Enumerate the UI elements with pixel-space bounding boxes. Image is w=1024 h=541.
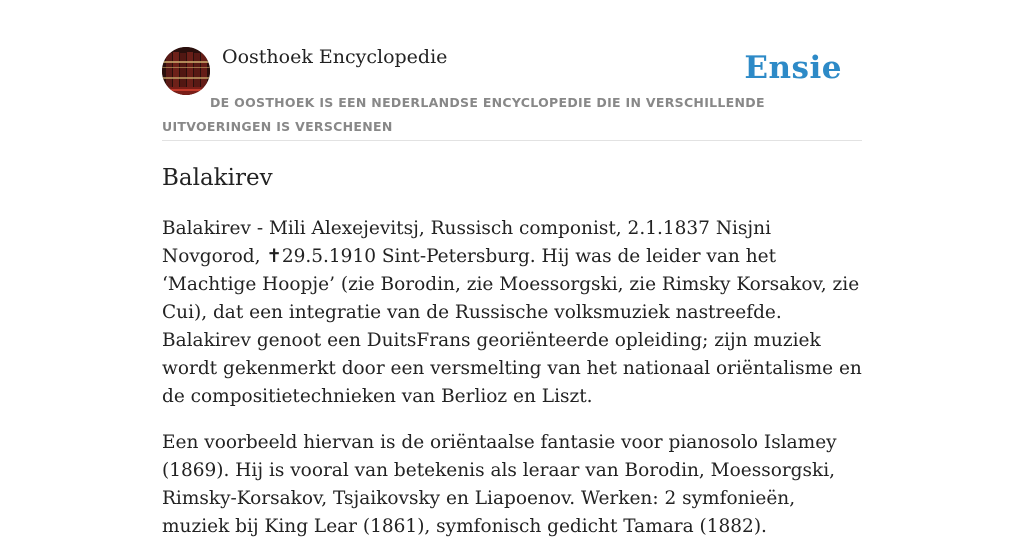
site-name[interactable]: Oosthoek Encyclopedie — [222, 46, 448, 68]
article-paragraph-1: Balakirev - Mili Alexejevitsj, Russisch componist, 2.1.1837 Nisjni Novgorod, ✝29.5.1910 Sint-Petersburg. Hij was de leider van het ‘Machtige Hoopje’ (zie Borodin, zie Moessorgski, zie Rimsky Korsakov, zie Cui), dat een integratie van de Russische volksmuziek nastreefde. Balakirev genoot een DuitsFrans georiënteerde opleiding; zijn muziek wordt gekenmerkt door een versmelting van het nationaal oriëntalisme en de compositietechnieken van Berlioz en Liszt. — [162, 218, 862, 407]
article-paragraph-2: Een voorbeeld hiervan is de oriëntaalse fantasie voor pianosolo Islamey (1869). Hij is vooral van betekenis als leraar van Borodin, Moessorgski, Rimsky-Korsakov, Tsjaikovsky en Liapoenov. Werken: 2 symfonieën, muziek bij King Lear (1861), symfonisch gedicht Tamara (1882). — [162, 432, 837, 537]
site-tagline: DE OOSTHOEK IS EEN NEDERLANDSE ENCYCLOPEDIE DIE IN VERSCHILLENDE UITVOERINGEN IS VERSCHENEN — [162, 95, 765, 134]
encyclopedia-books-avatar[interactable] — [162, 47, 210, 95]
article — [162, 165, 862, 541]
books-icon — [162, 47, 210, 95]
page-container — [162, 0, 862, 541]
article-title: Balakirev — [162, 165, 273, 191]
brand-logo[interactable]: Ensie — [744, 50, 842, 86]
site-header — [162, 0, 862, 141]
